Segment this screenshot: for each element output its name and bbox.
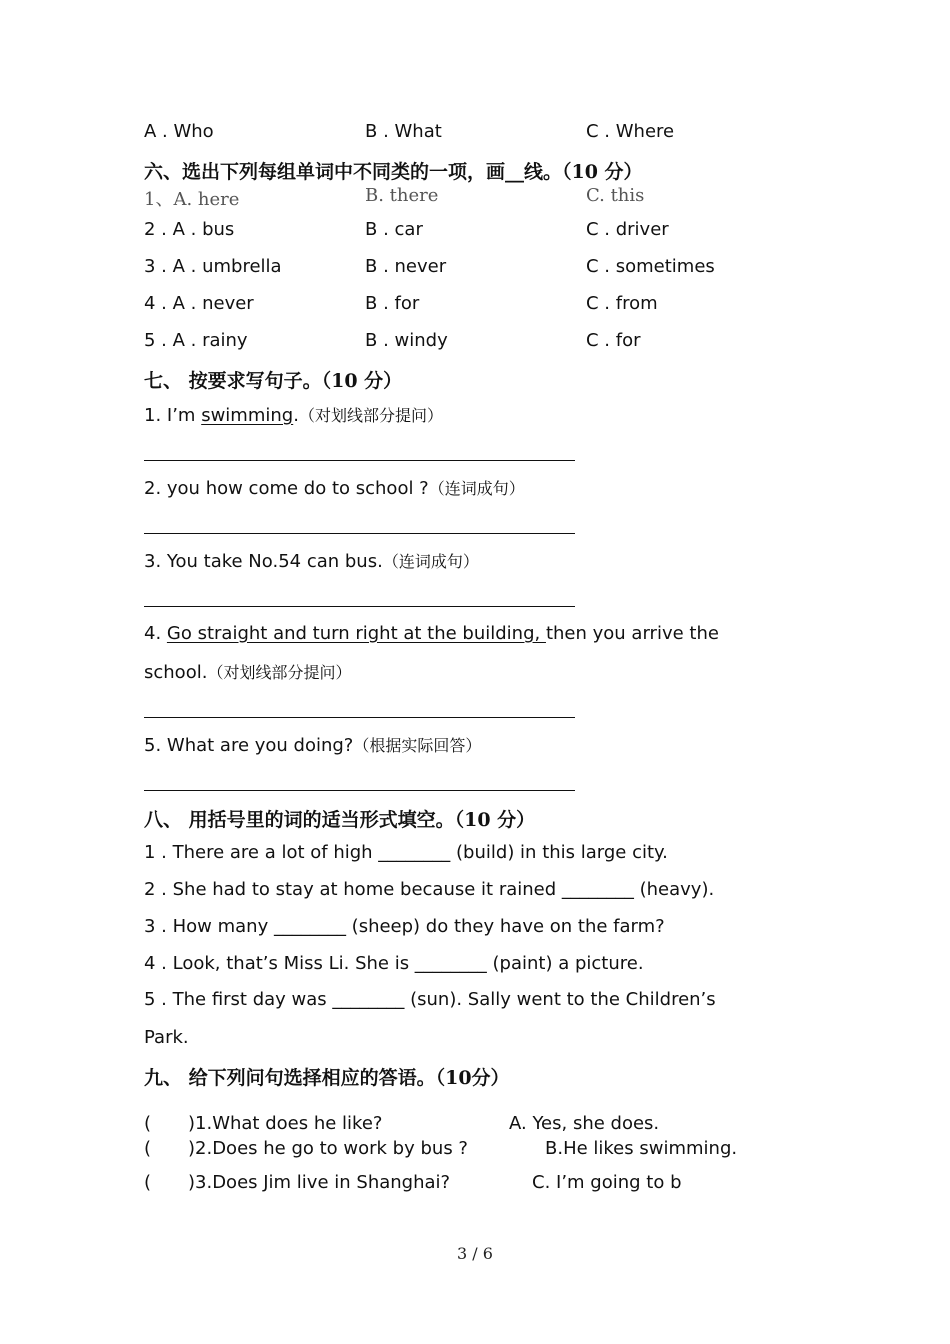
answer-line-2[interactable] [144,533,575,534]
s6-row5-a: 5 . A . rainy [144,330,248,351]
s7-q4-cont: school. [144,662,208,683]
s7-q4-note: （对划线部分提问） [207,663,352,682]
s9-row1-paren[interactable]: ( [144,1113,152,1134]
s6-row3-a: 3 . A . umbrella [144,256,282,277]
s6-row3-c: C . sometimes [586,256,715,277]
option-a: A . Who [144,121,214,142]
s6-row4-c: C . from [586,293,658,314]
section9-title: 九、 给下列问句选择相应的答语。（10分） [144,1067,510,1089]
s7-q5-note: （根据实际回答） [353,736,482,755]
option-b: B . What [365,121,442,142]
answer-line-1[interactable] [144,460,575,461]
s8-item5-cont: Park. [144,1027,189,1048]
s7-q3-note: （连词成句） [382,552,479,571]
s7-q5 [144,733,481,756]
s6-row1-b: B. there [365,185,439,206]
s6-row2-a: 2 . A . bus [144,219,235,240]
s8-item4: 4 . Look, that’s Miss Li. She is ________ (paint) a picture. [144,953,644,974]
s7-q1-pre: 1. I’m [144,405,202,426]
section7-title: 七、 按要求写句子。（10 分） [144,370,403,392]
s7-q4-pre: 4. [144,623,167,644]
section8-title: 八、 用括号里的词的适当形式填空。（10 分） [144,809,536,831]
answer-line-3[interactable] [144,606,575,607]
s6-row5-b: B . windy [365,330,448,351]
s7-q5-text: 5. What are you doing? [144,735,354,756]
s8-item3: 3 . How many ________ (sheep) do they have on the farm? [144,916,665,937]
s6-row3-b: B . never [365,256,447,277]
s7-q2-note: （连词成句） [428,479,525,498]
s9-row2-paren[interactable]: ( [144,1138,152,1159]
s9-row3-answer: C. I’m going to b [532,1172,682,1193]
s7-q4-post: then you arrive the [545,623,719,644]
s7-q4-line2 [144,660,351,683]
s6-row2-b: B . car [365,219,423,240]
s6-row4-a: 4 . A . never [144,293,254,314]
s6-row1-c: C. this [586,185,645,206]
s8-item2: 2 . She had to stay at home because it rained ________ (heavy). [144,879,715,900]
s9-row3-paren[interactable]: ( [144,1172,152,1193]
s7-q1-underlined: swimming [201,405,294,426]
s9-row2-answer: B.He likes swimming. [545,1138,738,1159]
s7-q4-underlined: Go straight and turn right at the building, [166,623,546,644]
section6-title: 六、选出下列每组单词中不同类的一项，画__线。（10 分） [144,161,643,183]
s6-row5-c: C . for [586,330,641,351]
s7-q2 [144,476,525,499]
s8-item5: 5 . The first day was ________ (sun). Sally went to the Children’s [144,989,716,1010]
s9-row1-answer: A. Yes, she does. [509,1113,660,1134]
s7-q2-text: 2. you how come do to school ? [144,478,429,499]
s6-row2-c: C . driver [586,219,669,240]
page-number: 3 / 6 [457,1244,493,1263]
s7-q4-line1 [144,623,719,644]
s6-row1-a: 1、A. here [144,189,240,210]
s9-row3-question: )3.Does Jim live in Shanghai? [188,1172,451,1193]
s7-q3-text: 3. You take No.54 can bus. [144,551,383,572]
s9-row2-question: )2.Does he go to work by bus ? [188,1138,468,1159]
s9-row1-question: )1.What does he like? [188,1113,383,1134]
s7-q1-post: . [293,405,299,426]
s6-row4-b: B . for [365,293,420,314]
s7-q1-note: （对划线部分提问） [298,406,443,425]
option-c: C . Where [586,121,675,142]
answer-line-4[interactable] [144,717,575,718]
s8-item1: 1 . There are a lot of high ________ (build) in this large city. [144,842,668,863]
s7-q3 [144,549,479,572]
s7-q1 [144,403,443,426]
answer-line-5[interactable] [144,790,575,791]
